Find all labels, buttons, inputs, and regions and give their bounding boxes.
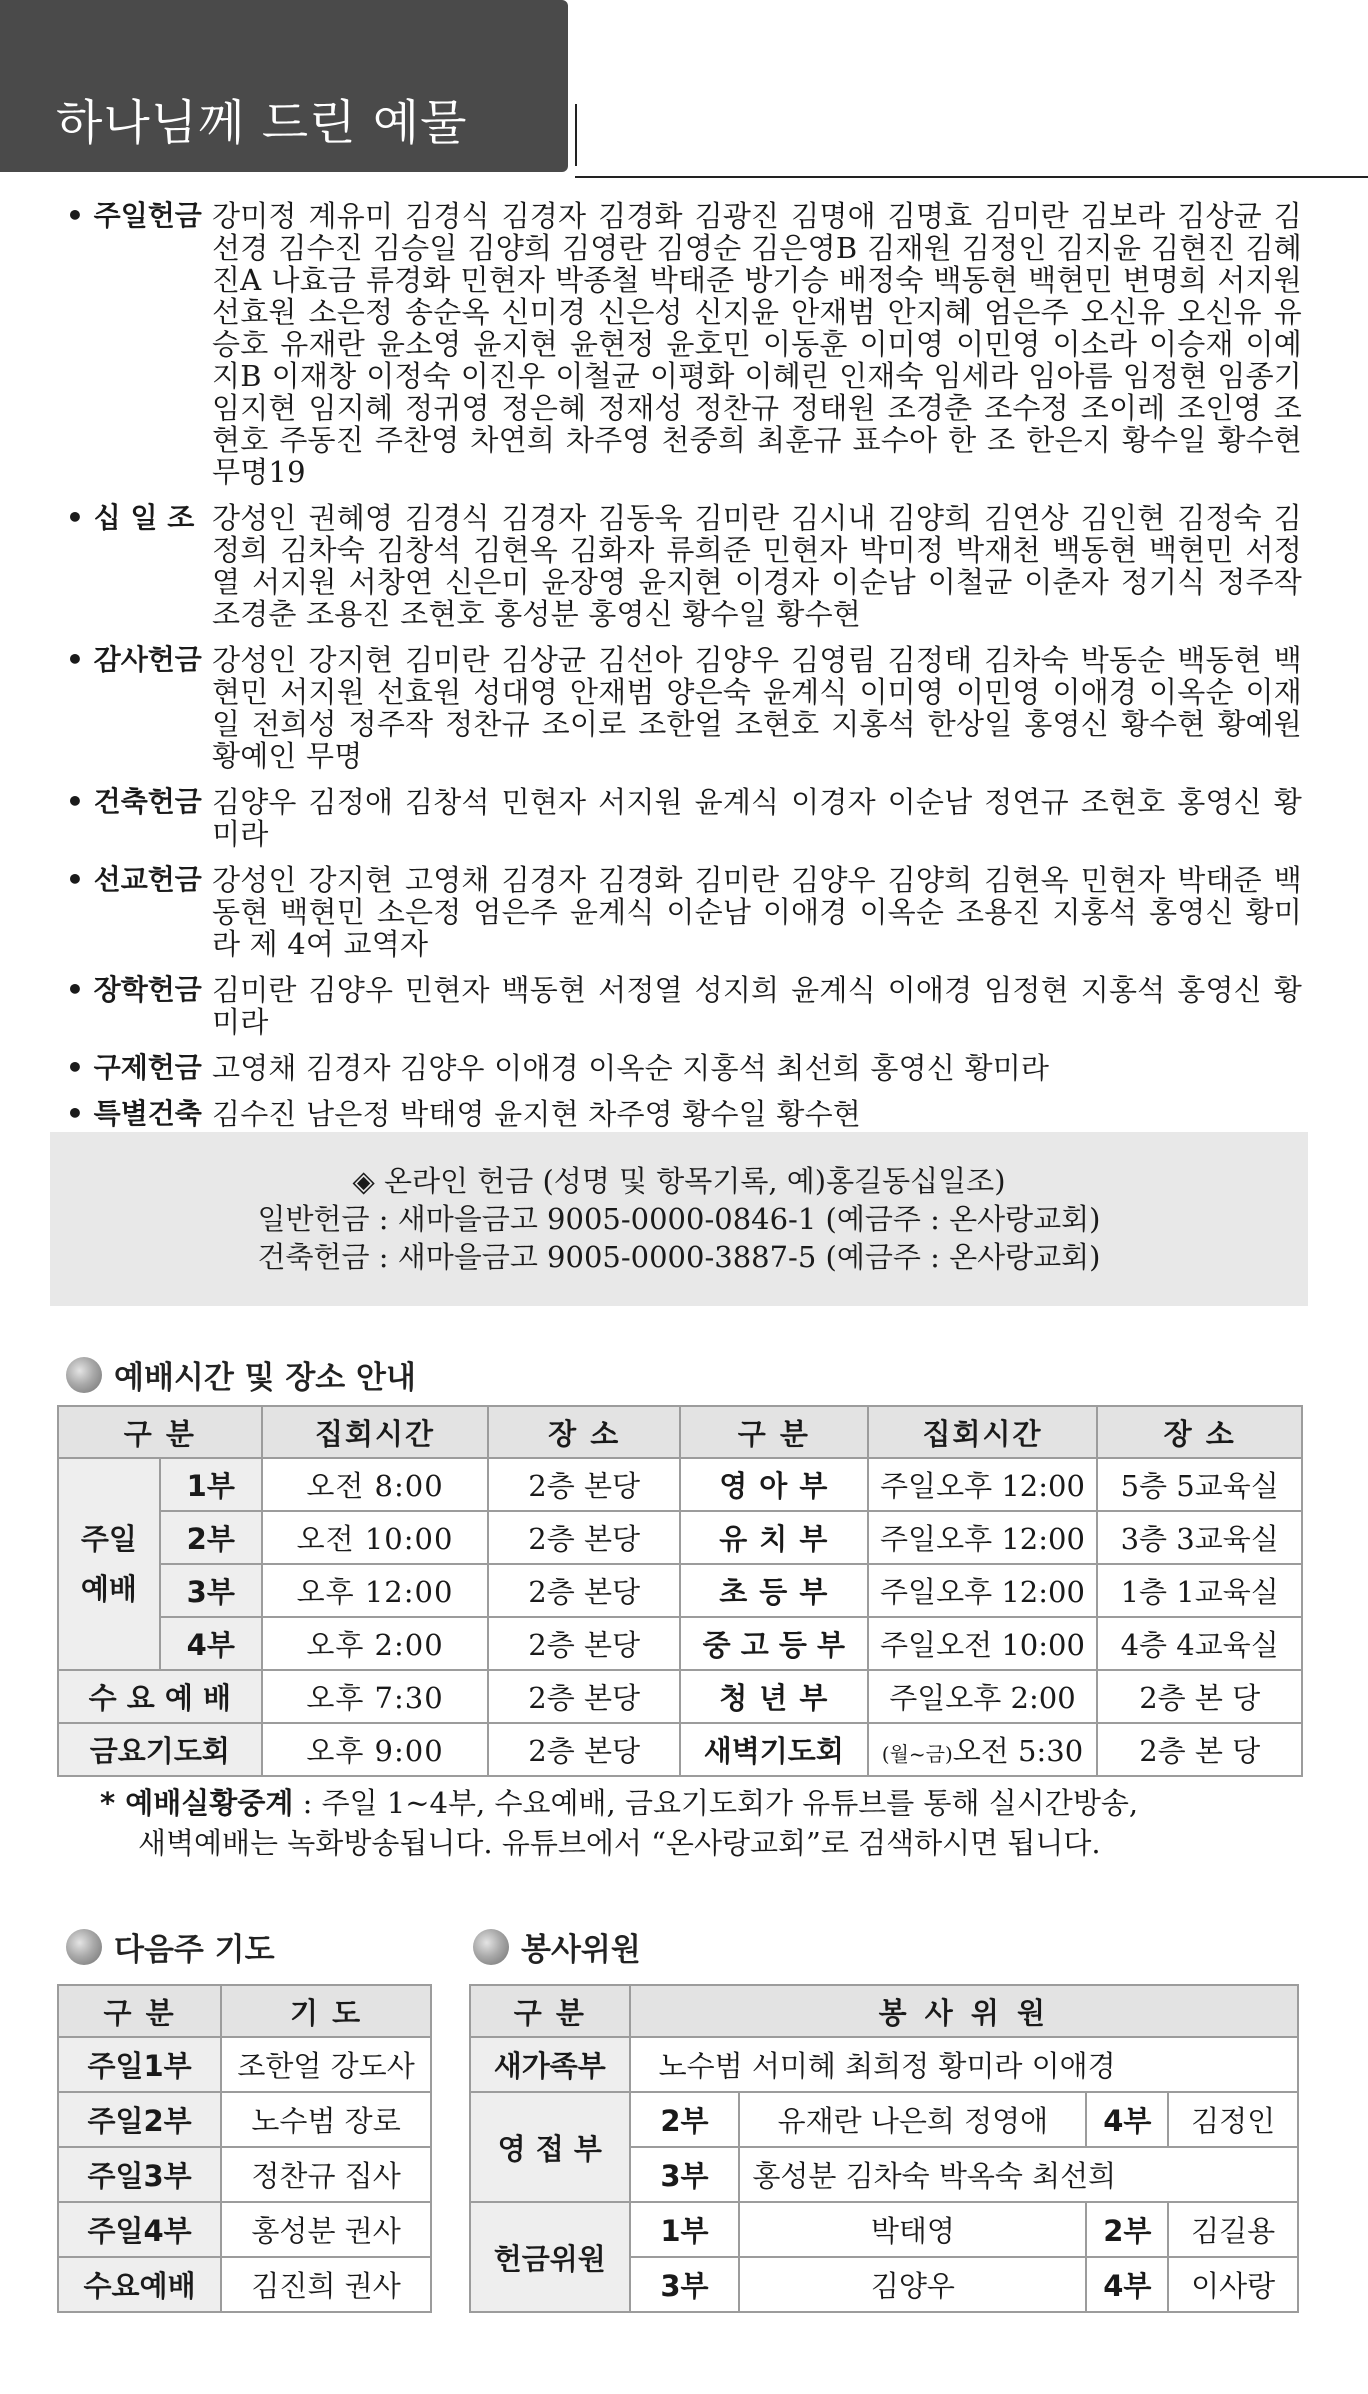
offering-committee-label: 헌금위원 <box>470 2202 630 2312</box>
table-row <box>58 2037 431 2092</box>
weekday-range: (월~금) <box>881 1742 953 1766</box>
broadcast-note-text1: : 주일 1~4부, 수요예배, 금요기도회가 유튜브를 통해 실시간방송, <box>293 1786 1139 1820</box>
offering-row <box>66 786 1302 850</box>
offering-row <box>66 200 1302 488</box>
service-part: 4부 <box>160 1617 262 1670</box>
building-offering-account: 건축헌금 : 새마을금고 9005-0000-3887-5 (예금주 : 온사랑교회) <box>257 1240 1101 1274</box>
department-place: 2층 본 당 <box>1097 1723 1302 1776</box>
offerings-list <box>66 200 1302 1144</box>
worship-schedule-heading <box>66 1352 416 1397</box>
service-part: 3부 <box>160 1564 262 1617</box>
service-time: 오후 12:00 <box>262 1564 489 1617</box>
table-header-row <box>58 1985 431 2037</box>
online-offering-box <box>50 1132 1308 1306</box>
worship-schedule-heading-text: 예배시간 및 장소 안내 <box>114 1360 416 1396</box>
offering-names: 강성인 권혜영 김경식 김경자 김동욱 김미란 김시내 김양희 김연상 김인현 김정숙 김정희 김차숙 김창석 김현옥 김화자 류희준 민현자 박미정 박재천 백동현 백현민 서정열 서지원 서창연 신은미 윤장영 윤지현 이경자 이순남 이철균 이춘자 정기식 정주작 조경춘 조용진 조현호 홍성분 홍영신 황수일 황수현 <box>212 501 1302 631</box>
newfamily-label: 새가족부 <box>470 2037 630 2092</box>
title-divider-vertical <box>575 104 577 166</box>
prayer-person: 김진희 권사 <box>221 2257 431 2312</box>
service-time: 오후 2:00 <box>262 1617 489 1670</box>
service-time: 오후 9:00 <box>262 1723 489 1776</box>
offering-names: 김수진 남은정 박태영 윤지현 차주영 황수일 황수현 <box>212 1097 862 1131</box>
service-team-heading <box>473 1924 641 1969</box>
header-time: 집회시간 <box>262 1406 489 1458</box>
offering-row <box>66 1098 1302 1130</box>
offering-row <box>66 502 1302 630</box>
offering-row <box>66 974 1302 1038</box>
header-category: 구 분 <box>680 1406 868 1458</box>
service-time: 오전 8:00 <box>262 1458 489 1511</box>
circle-bullet-icon <box>473 1929 509 1965</box>
offering-category: • 특별건축 <box>66 1097 202 1130</box>
header-place: 장 소 <box>488 1406 680 1458</box>
offering-member: 이사랑 <box>1168 2257 1298 2312</box>
sunday-label-line2: 예배 <box>80 1572 137 1606</box>
table-row <box>58 1511 1302 1564</box>
department-place: 1층 1교육실 <box>1097 1564 1302 1617</box>
service-part: 1부 <box>160 1458 262 1511</box>
department-place: 3층 3교육실 <box>1097 1511 1302 1564</box>
title-banner <box>0 0 568 172</box>
offering-names: 강성인 강지현 고영채 김경자 김경화 김미란 김양우 김양희 김현옥 민현자 박태준 백동현 백현민 소은정 엄은주 윤계식 이순남 이애경 이옥순 조용진 지홍석 홍영신 황미라 제 4여 교역자 <box>212 863 1302 961</box>
service-time: 오후 7:30 <box>262 1670 489 1723</box>
table-row <box>58 2147 431 2202</box>
table-row <box>58 1723 1302 1776</box>
service-place: 2층 본당 <box>488 1617 680 1670</box>
department-place: 5층 5교육실 <box>1097 1458 1302 1511</box>
table-row <box>58 1617 1302 1670</box>
offering-row <box>66 864 1302 960</box>
department-name: 유 치 부 <box>680 1511 868 1564</box>
department-time <box>868 1723 1098 1776</box>
service-place: 2층 본당 <box>488 1723 680 1776</box>
sunday-worship-label <box>58 1458 160 1670</box>
circle-bullet-icon <box>66 1929 102 1965</box>
table-row <box>58 1564 1302 1617</box>
header-members: 봉 사 위 원 <box>630 1985 1298 2037</box>
department-name: 청 년 부 <box>680 1670 868 1723</box>
service-place: 2층 본당 <box>488 1564 680 1617</box>
table-row <box>58 2257 431 2312</box>
department-place: 2층 본 당 <box>1097 1670 1302 1723</box>
dawn-time: 오전 5:30 <box>952 1734 1084 1768</box>
department-name: 새벽기도회 <box>680 1723 868 1776</box>
broadcast-note-line1 <box>100 1783 1290 1823</box>
general-offering-account: 일반헌금 : 새마을금고 9005-0000-0846-1 (예금주 : 온사랑교회) <box>257 1202 1101 1236</box>
offering-names: 강미정 계유미 김경식 김경자 김경화 김광진 김명애 김명효 김미란 김보라 김상균 김선경 김수진 김승일 김양희 김영란 김영순 김은영B 김재원 김정인 김지윤 김현진 김혜진A 나효금 류경화 민현자 박종철 박태준 방기승 배정숙 백동현 백현민 변명희 서지원 선효원 소은정 송순옥 신미경 신은성 신지윤 안재범 안지혜 엄은주 오신유 오신유 유승호 유재란 윤소영 윤지현 윤현정 윤호민 이동훈 이미영 이민영 이소라 이승재 이예지B 이재창 이정숙 이진우 이철균 이평화 이혜린 인재숙 임세라 임아름 임정현 임종기 임지현 임지혜 정귀영 정은혜 정재성 정찬규 정태원 조경춘 조수정 조이레 조인영 조현호 주동진 주찬영 차연희 차주영 천중희 최훈규 표수아 한 조 한은지 황수일 황수현 무명19 <box>212 199 1302 489</box>
department-time: 주일오후 12:00 <box>868 1564 1098 1617</box>
table-row <box>58 1670 1302 1723</box>
table-row <box>58 1458 1302 1511</box>
reception-members: 김정인 <box>1168 2092 1298 2147</box>
service-place: 2층 본당 <box>488 1458 680 1511</box>
offering-category: • 선교헌금 <box>66 863 202 896</box>
broadcast-note <box>100 1783 1290 1863</box>
header-prayer: 기 도 <box>221 1985 431 2037</box>
header-time: 집회시간 <box>868 1406 1098 1458</box>
department-time: 주일오후 12:00 <box>868 1458 1098 1511</box>
prayer-service: 수요예배 <box>58 2257 221 2312</box>
offering-member: 김양우 <box>739 2257 1086 2312</box>
offering-category: • 주일헌금 <box>66 199 202 232</box>
offering-category: • 구제헌금 <box>66 1051 202 1084</box>
department-name: 초 등 부 <box>680 1564 868 1617</box>
worship-schedule-table <box>57 1405 1303 1777</box>
newfamily-members: 노수범 서미혜 최희정 황미라 이애경 <box>630 2037 1298 2092</box>
offering-part-label: 3부 <box>630 2257 740 2312</box>
offering-category: • 감사헌금 <box>66 643 202 676</box>
page-title: 하나님께 드린 예물 <box>56 95 468 151</box>
prayer-heading <box>66 1924 275 1969</box>
table-row <box>470 2037 1298 2092</box>
service-team-heading-text: 봉사위원 <box>521 1932 641 1968</box>
prayer-person: 정찬규 집사 <box>221 2147 431 2202</box>
offering-part-label: 2부 <box>1086 2202 1168 2257</box>
prayer-service: 주일3부 <box>58 2147 221 2202</box>
online-offering-title: ◈ 온라인 헌금 (성명 및 항목기록, 예)홍길동십일조) <box>352 1164 1006 1198</box>
department-name: 중 고 등 부 <box>680 1617 868 1670</box>
header-category: 구 분 <box>58 1406 262 1458</box>
reception-part-label: 2부 <box>630 2092 740 2147</box>
prayer-person: 홍성분 권사 <box>221 2202 431 2257</box>
prayer-service: 주일1부 <box>58 2037 221 2092</box>
offering-row <box>66 1052 1302 1084</box>
prayer-table <box>57 1984 432 2313</box>
service-team-table <box>469 1984 1299 2313</box>
department-time: 주일오후 2:00 <box>868 1670 1098 1723</box>
reception-members: 유재란 나은희 정영애 <box>739 2092 1086 2147</box>
header-place: 장 소 <box>1097 1406 1302 1458</box>
reception-members: 홍성분 김차숙 박옥숙 최선희 <box>739 2147 1298 2202</box>
offering-member: 박태영 <box>739 2202 1086 2257</box>
table-header-row <box>58 1406 1302 1458</box>
department-time: 주일오전 10:00 <box>868 1617 1098 1670</box>
service-name: 수 요 예 배 <box>58 1670 262 1723</box>
sunday-label-line1: 주일 <box>80 1522 137 1556</box>
header-category: 구 분 <box>58 1985 221 2037</box>
table-row <box>58 2202 431 2257</box>
reception-part-label: 4부 <box>1086 2092 1168 2147</box>
header-category: 구 분 <box>470 1985 630 2037</box>
service-name: 금요기도회 <box>58 1723 262 1776</box>
table-header-row <box>470 1985 1298 2037</box>
offering-part-label: 1부 <box>630 2202 740 2257</box>
department-place: 4층 4교육실 <box>1097 1617 1302 1670</box>
title-divider-horizontal <box>575 176 1368 178</box>
department-name: 영 아 부 <box>680 1458 868 1511</box>
offering-category: • 장학헌금 <box>66 973 202 1006</box>
offering-names: 김양우 김정애 김창석 민현자 서지원 윤계식 이경자 이순남 정연규 조현호 홍영신 황미라 <box>212 785 1302 851</box>
offering-names: 강성인 강지현 김미란 김상균 김선아 김양우 김영림 김정태 김차숙 박동순 백동현 백현민 서지원 선효원 성대영 안재범 양은숙 윤계식 이미영 이민영 이애경 이옥순 이재일 전희성 정주작 정찬규 조이로 조한얼 조현호 지홍석 한상일 홍영신 황수현 황예원 황예인 무명 <box>212 643 1302 773</box>
department-time: 주일오후 12:00 <box>868 1511 1098 1564</box>
prayer-person: 노수범 장로 <box>221 2092 431 2147</box>
table-row <box>58 2092 431 2147</box>
offering-member: 김길용 <box>1168 2202 1298 2257</box>
prayer-service: 주일4부 <box>58 2202 221 2257</box>
prayer-person: 조한얼 강도사 <box>221 2037 431 2092</box>
broadcast-note-line2: 새벽예배는 녹화방송됩니다. 유튜브에서 “온사랑교회”로 검색하시면 됩니다. <box>138 1826 1101 1860</box>
table-row <box>470 2092 1298 2147</box>
prayer-heading-text: 다음주 기도 <box>114 1932 275 1968</box>
reception-label: 영 접 부 <box>470 2092 630 2202</box>
broadcast-note-label: * 예배실황중계 <box>100 1786 294 1820</box>
service-time: 오전 10:00 <box>262 1511 489 1564</box>
offering-names: 김미란 김양우 민현자 백동현 서정열 성지희 윤계식 이애경 임정현 지홍석 홍영신 황미라 <box>212 973 1302 1039</box>
prayer-service: 주일2부 <box>58 2092 221 2147</box>
service-place: 2층 본당 <box>488 1511 680 1564</box>
offering-category: • 십 일 조 <box>66 501 195 534</box>
service-place: 2층 본당 <box>488 1670 680 1723</box>
offering-category: • 건축헌금 <box>66 785 202 818</box>
offering-names: 고영채 김경자 김양우 이애경 이옥순 지홍석 최선희 홍영신 황미라 <box>212 1051 1050 1085</box>
service-part: 2부 <box>160 1511 262 1564</box>
reception-part-label: 3부 <box>630 2147 740 2202</box>
circle-bullet-icon <box>66 1357 102 1393</box>
table-row <box>470 2202 1298 2257</box>
offering-row <box>66 644 1302 772</box>
offering-part-label: 4부 <box>1086 2257 1168 2312</box>
